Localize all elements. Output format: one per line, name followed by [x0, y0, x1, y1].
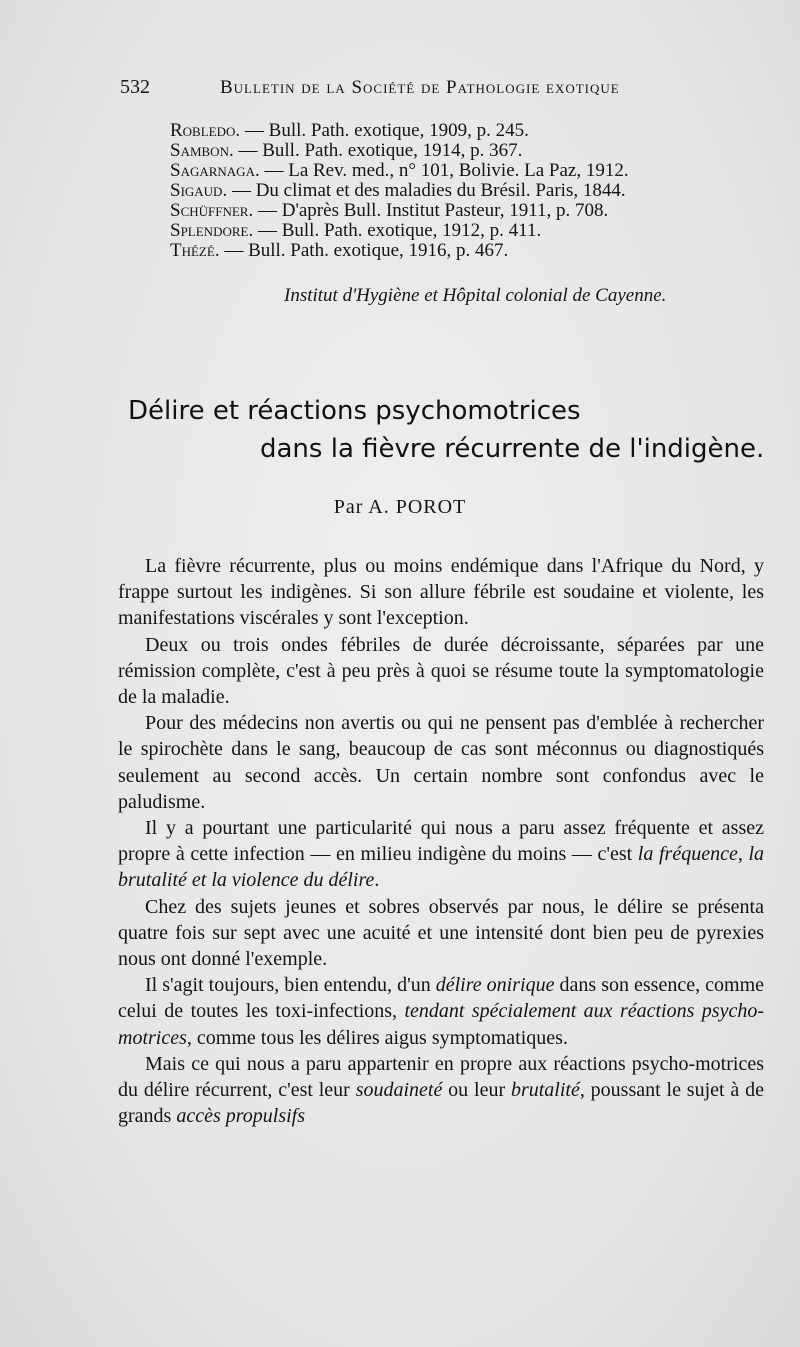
paragraph: [118, 553, 764, 632]
paragraph-text: Pour des médecins non avertis ou qui ne pensent pas d'emblée à rechercher le spirochète dans le sang, beaucoup de cas sont méconnus ou diagnostiqués seulement au second accès. Un certain nombre sont confondus avec le paludisme.: [118, 712, 764, 813]
paragraph-text: , poussant le sujet à de grands: [118, 1079, 764, 1128]
paragraph-text: dans son essence, comme celui de toutes les toxi-infections,: [118, 974, 765, 1023]
reference-text: — Bull. Path. exotique, 1916, p. 467.: [219, 240, 509, 261]
reference-author: Splendore.: [170, 220, 254, 241]
reference-text: — Du climat et des maladies du Brésil. Paris, 1844.: [227, 180, 626, 201]
paragraph-text: Chez des sujets jeunes et sobres observés par nous, le délire se présenta quatre fois sur sept avec une acuité et une intensité dont bien peu de pyrexies nous ont donné l'exemple.: [118, 895, 764, 971]
reference-text: — Bull. Path. exotique, 1914, p. 367.: [233, 140, 523, 161]
reference-author: Robledo.: [170, 120, 241, 141]
reference-author: Schüffner.: [170, 200, 254, 221]
reference-list: [170, 121, 730, 261]
reference-author: Sambon.: [170, 140, 234, 161]
paragraph: [118, 632, 764, 711]
paragraph-text: Il y a pourtant une particularité qui nous a paru assez fréquente et assez propre à cette infection — en milieu indigène du moins — c'est: [118, 817, 764, 866]
reference-item: [170, 121, 730, 141]
paragraph: [118, 972, 764, 1051]
emphasis-text: la fréquence, la brutalité et la violence du délire: [118, 843, 764, 892]
paragraph-text: , comme tous les délires aigus symptomatiques.: [186, 1026, 568, 1049]
article-body: [118, 553, 764, 1129]
paragraph-text: .: [374, 869, 380, 892]
reference-item: [170, 181, 730, 201]
reference-author: Sagarnaga.: [170, 160, 260, 181]
paragraph: [118, 894, 764, 973]
reference-author: Sigaud.: [170, 180, 228, 201]
running-title: Bulletin de la Société de Pathologie exotique: [220, 77, 620, 98]
emphasis-text: délire onirique: [435, 974, 555, 997]
paragraph-text: Il s'agit toujours, bien entendu, d'un: [145, 974, 436, 997]
reference-item: [170, 221, 730, 241]
emphasis-text: tendant spécialement aux réactions psycho-motrices: [118, 1000, 765, 1049]
emphasis-text: brutalité: [510, 1079, 580, 1102]
page-number: 532: [120, 76, 150, 98]
paragraph-text: La fièvre récurrente, plus ou moins endémique dans l'Afrique du Nord, y frappe surtout les indigènes. Si son allure fébrile est soudaine et violente, les manifestations viscérales y sont l'exception.: [118, 555, 764, 630]
reference-item: [170, 241, 730, 261]
reference-text: — La Rev. med., n° 101, Bolivie. La Paz, 1912.: [259, 160, 629, 181]
byline: Par A. POROT: [333, 496, 467, 518]
page-header: [120, 76, 680, 106]
reference-item: [170, 201, 730, 221]
reference-author: Thézé.: [170, 240, 220, 261]
paragraph-text: ou leur: [442, 1079, 511, 1102]
emphasis-text: soudaineté: [355, 1079, 443, 1102]
article-title-line-1: Délire et réactions psychomotrices: [128, 396, 581, 426]
reference-item: [170, 141, 730, 161]
reference-text: — D'après Bull. Institut Pasteur, 1911, p. 708.: [253, 200, 609, 221]
reference-item: [170, 161, 730, 181]
paragraph: [118, 1051, 764, 1130]
paragraph: [118, 815, 764, 894]
paragraph-text: Mais ce qui nous a paru appartenir en propre aux réactions psycho-motrices du délire récurrent, c'est leur: [118, 1052, 764, 1102]
article-title-line-2: dans la fièvre récurrente de l'indigène.: [260, 434, 765, 464]
reference-text: — Bull. Path. exotique, 1912, p. 411.: [253, 220, 542, 241]
article-title: [120, 392, 780, 468]
paragraph-text: Deux ou trois ondes fébriles de durée décroissante, séparées par une rémission complète, c'est à peu près à quoi se résume toute la symptomatologie de la maladie.: [118, 633, 764, 709]
emphasis-text: accès propulsifs: [176, 1105, 306, 1128]
reference-text: — Bull. Path. exotique, 1909, p. 245.: [240, 120, 529, 141]
paragraph: [118, 710, 764, 815]
affiliation: Institut d'Hygiène et Hôpital colonial de Cayenne.: [284, 285, 667, 306]
